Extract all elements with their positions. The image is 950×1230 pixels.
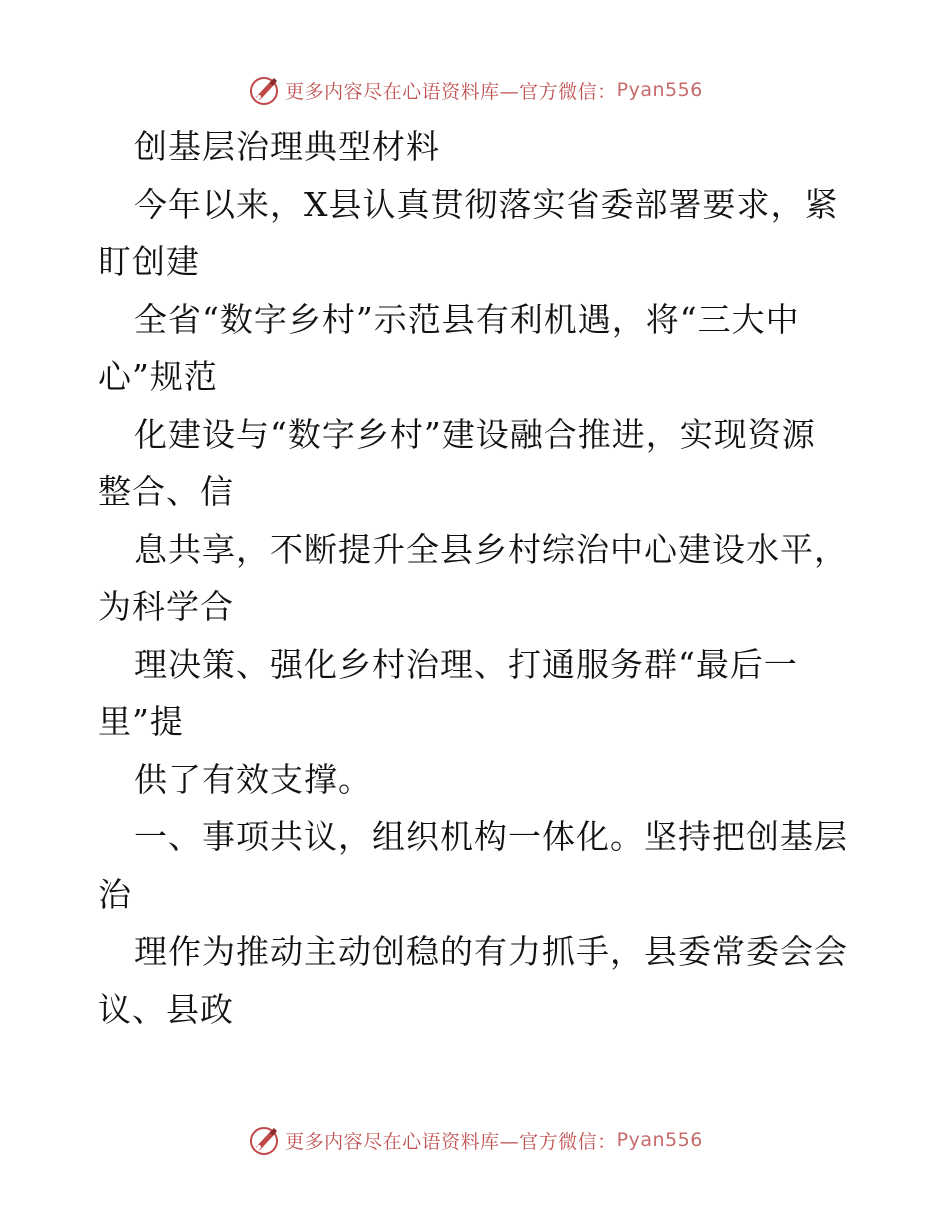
- paragraph-line: 供了有效支撑。: [134, 759, 372, 799]
- paragraph-line: 为科学合: [98, 587, 234, 626]
- header-watermark: [0, 70, 950, 110]
- paragraph-line: 里”提: [98, 702, 184, 741]
- watermark-handle: Pyan556: [616, 79, 703, 101]
- watermark-handle: Pyan556: [616, 1129, 703, 1151]
- paragraph-line: 理作为推动主动创稳的有力抓手，县委常委会会: [134, 932, 848, 971]
- pen-logo-icon: [247, 1123, 281, 1157]
- document-title: 创基层治理典型材料: [134, 127, 440, 166]
- paragraph-line: 今年以来，X县认真贯彻落实省委部署要求，紧: [134, 184, 839, 224]
- footer-watermark: [0, 1120, 950, 1160]
- paragraph-line: 理决策、强化乡村治理、打通服务群“最后一: [134, 644, 798, 684]
- watermark-text: 更多内容尽在心语资料库—官方微信：: [285, 1130, 617, 1153]
- pen-logo-icon: [247, 73, 281, 107]
- paragraph-line: 全省“数字乡村”示范县有利机遇，将“三大中: [134, 299, 800, 339]
- paragraph-line: 整合、信: [98, 472, 234, 511]
- watermark-text: 更多内容尽在心语资料库—官方微信：: [285, 80, 617, 103]
- document-body: [98, 118, 858, 1038]
- paragraph-line: 盯创建: [98, 242, 200, 281]
- section-heading-line: 一、事项共议，组织机构一体化。坚持把创基层: [134, 817, 848, 856]
- paragraph-line: 化建设与“数字乡村”建设融合推进，实现资源: [134, 414, 816, 454]
- paragraph-line: 息共享，不断提升全县乡村综治中心建设水平，: [134, 529, 848, 569]
- paragraph-line: 心”规范: [98, 357, 218, 396]
- paragraph-line: 议、县政: [98, 989, 234, 1029]
- paragraph-line: 治: [98, 874, 132, 914]
